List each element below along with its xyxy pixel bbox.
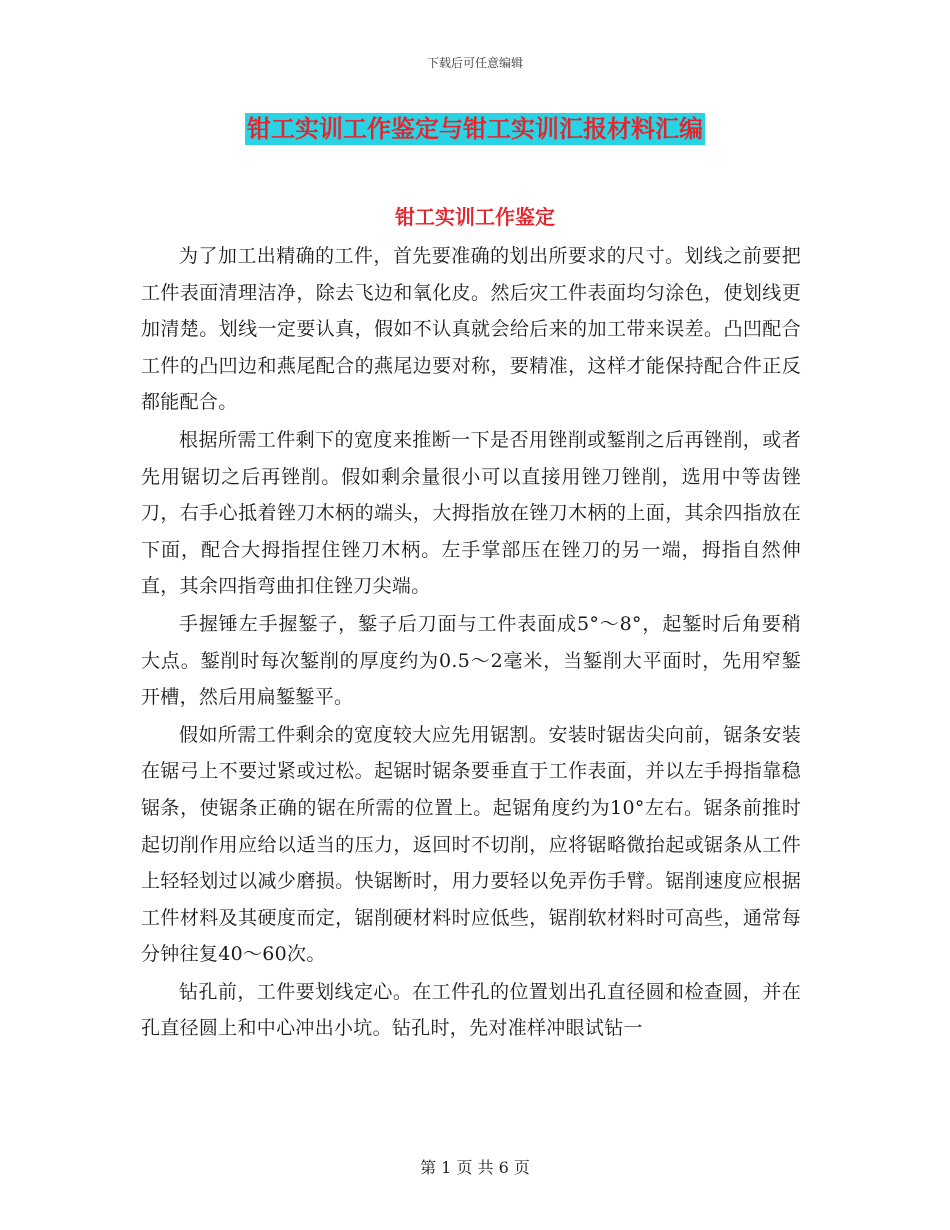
header-note: 下载后可任意编辑 bbox=[426, 56, 523, 70]
page-number-footer: 第 1 页 共 6 页 bbox=[420, 1158, 530, 1177]
document-title: 钳工实训工作鉴定与钳工实训汇报材料汇编 bbox=[247, 114, 703, 143]
paragraph: 手握锤左手握錾子，錾子后刀面与工件表面成5°～8°，起錾时后角要稍大点。錾削时每次錾削的厚度约为0.5～2毫米，当錾削大平面时，先用窄錾开槽，然后用扁錾錾平。 bbox=[141, 612, 801, 709]
section-title: 钳工实训工作鉴定 bbox=[395, 205, 555, 229]
paragraph: 假如所需工件剩余的宽度较大应先用锯割。安装时锯齿尖向前，锯条安装在锯弓上不要过紧或过松。起锯时锯条要垂直于工作表面，并以左手拇指靠稳锯条，使锯条正确的锯在所需的位置上。起锯角度约为10°左右。锯条前推时起切削作用应给以适当的压力，返回时不切削，应将锯略微抬起或锯条从工件上轻轻划过以减少磨损。快锯断时，用力要轻以免弄伤手臂。锯削速度应根据工件材料及其硬度而定，锯削硬材料时应低些，锯削软材料时可高些，通常每分钟往复40～60次。 bbox=[141, 723, 801, 966]
document-title-container bbox=[0, 113, 950, 145]
paragraph: 根据所需工件剩下的宽度来推断一下是否用锉削或錾削之后再锉削，或者先用锯切之后再锉削。假如剩余量很小可以直接用锉刀锉削，选用中等齿锉刀，右手心抵着锉刀木柄的端头，大拇指放在锉刀木柄的上面，其余四指放在下面，配合大拇指捏住锉刀木柄。左手掌部压在锉刀的另一端，拇指自然伸直，其余四指弯曲扣住锉刀尖端。 bbox=[141, 428, 801, 598]
paragraph: 为了加工出精确的工件，首先要准确的划出所要求的尺寸。划线之前要把工件表面清理洁净，除去飞边和氧化皮。然后灾工件表面均匀涂色，使划线更加清楚。划线一定要认真，假如不认真就会给后来的加工带来误差。凸凹配合工件的凸凹边和燕尾配合的燕尾边要对称，要精准，这样才能保持配合件正反都能配合。 bbox=[141, 245, 801, 414]
paragraph: 钻孔前，工件要划线定心。在工件孔的位置划出孔直径圆和检查圆，并在孔直径圆上和中心冲出小坑。钻孔时，先对准样冲眼试钻一 bbox=[141, 980, 801, 1040]
document-body bbox=[141, 238, 801, 1048]
